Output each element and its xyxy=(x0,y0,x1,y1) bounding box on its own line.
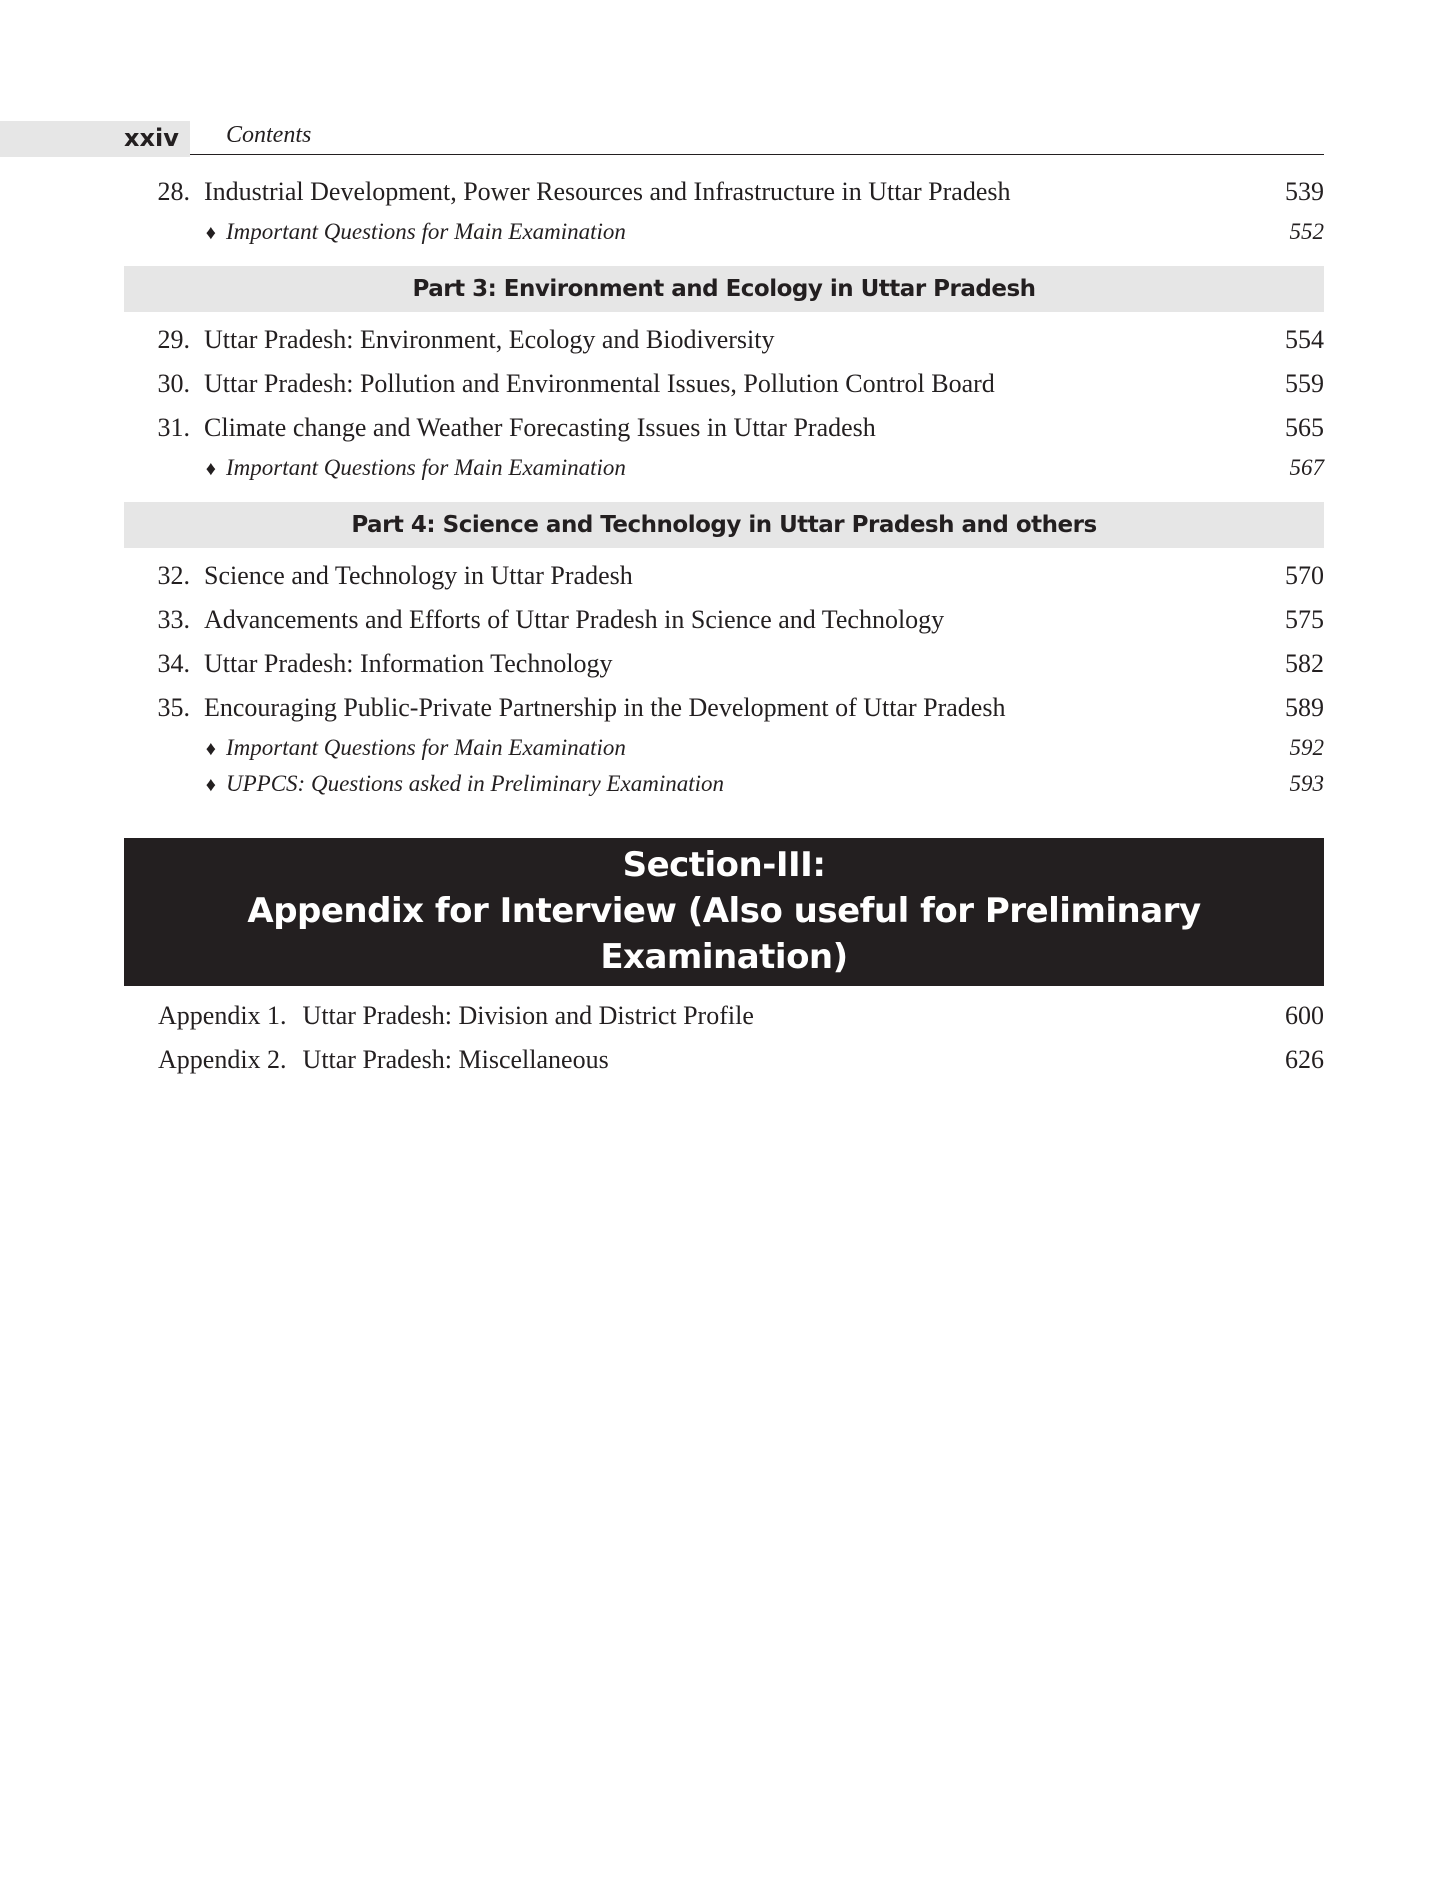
subentry-title: Important Questions for Main Examination xyxy=(226,219,626,244)
page-number: xxiv xyxy=(124,124,179,152)
toc-chapter-32[interactable] xyxy=(124,554,1324,598)
toc-subentry[interactable] xyxy=(124,214,1324,250)
toc-subentry[interactable] xyxy=(124,450,1324,486)
chapter-page: 589 xyxy=(1285,693,1324,722)
chapter-page: 565 xyxy=(1285,413,1324,442)
appendix-title: Uttar Pradesh: Miscellaneous xyxy=(302,1045,609,1074)
chapter-number: 32. xyxy=(157,561,190,590)
chapter-title: Advancements and Efforts of Uttar Pradesh in Science and Technology xyxy=(204,605,945,634)
chapter-number: 30. xyxy=(157,369,190,398)
appendix-title: Uttar Pradesh: Division and District Profile xyxy=(302,1001,754,1030)
toc-chapter-28[interactable] xyxy=(124,170,1324,214)
subentry-page: 592 xyxy=(1289,735,1324,760)
chapter-number: 29. xyxy=(157,325,190,354)
toc-chapter-29[interactable] xyxy=(124,318,1324,362)
chapter-number: 35. xyxy=(157,693,190,722)
chapter-page: 539 xyxy=(1285,177,1324,206)
chapter-title: Uttar Pradesh: Pollution and Environmental Issues, Pollution Control Board xyxy=(204,369,995,398)
chapter-page: 554 xyxy=(1285,325,1324,354)
section-3-heading-line-1: Section-III: xyxy=(622,845,826,885)
toc-appendix-1[interactable] xyxy=(124,994,1324,1038)
chapter-title: Climate change and Weather Forecasting Issues in Uttar Pradesh xyxy=(204,413,876,442)
table-of-contents xyxy=(124,170,1324,1082)
subentry-page: 567 xyxy=(1289,455,1324,480)
diamond-bullet-icon: ♦ xyxy=(205,774,216,796)
chapter-title: Science and Technology in Uttar Pradesh xyxy=(204,561,633,590)
part-4-heading: Part 4: Science and Technology in Uttar Pradesh and others xyxy=(124,502,1324,548)
diamond-bullet-icon: ♦ xyxy=(205,222,216,244)
appendix-label: Appendix 2. xyxy=(158,1045,287,1074)
running-head: Contents xyxy=(226,122,312,148)
subentry-page: 552 xyxy=(1289,219,1324,244)
appendix-page: 626 xyxy=(1285,1045,1324,1074)
toc-chapter-30[interactable] xyxy=(124,362,1324,406)
chapter-page: 559 xyxy=(1285,369,1324,398)
toc-subentry[interactable] xyxy=(124,766,1324,802)
toc-chapter-31[interactable] xyxy=(124,406,1324,450)
chapter-title: Encouraging Public-Private Partnership in the Development of Uttar Pradesh xyxy=(204,693,1006,722)
appendix-page: 600 xyxy=(1285,1001,1324,1030)
chapter-number: 34. xyxy=(157,649,190,678)
chapter-number: 31. xyxy=(157,413,190,442)
chapter-title: Uttar Pradesh: Environment, Ecology and Biodiversity xyxy=(204,325,775,354)
subentry-title: UPPCS: Questions asked in Preliminary Examination xyxy=(226,771,725,796)
diamond-bullet-icon: ♦ xyxy=(205,458,216,480)
chapter-number: 28. xyxy=(157,177,190,206)
section-3-heading-line-2: Appendix for Interview (Also useful for Preliminary Examination) xyxy=(247,891,1201,977)
toc-chapter-33[interactable] xyxy=(124,598,1324,642)
chapter-title: Industrial Development, Power Resources and Infrastructure in Uttar Pradesh xyxy=(204,177,1011,206)
toc-appendix-2[interactable] xyxy=(124,1038,1324,1082)
subentry-title: Important Questions for Main Examination xyxy=(226,735,626,760)
toc-subentry[interactable] xyxy=(124,730,1324,766)
appendix-label: Appendix 1. xyxy=(158,1001,287,1030)
part-3-heading: Part 3: Environment and Ecology in Uttar Pradesh xyxy=(124,266,1324,312)
subentry-title: Important Questions for Main Examination xyxy=(226,455,626,480)
section-3-heading xyxy=(124,838,1324,986)
chapter-number: 33. xyxy=(157,605,190,634)
chapter-page: 570 xyxy=(1285,561,1324,590)
header-rule xyxy=(190,154,1324,155)
chapter-page: 582 xyxy=(1285,649,1324,678)
toc-chapter-34[interactable] xyxy=(124,642,1324,686)
subentry-page: 593 xyxy=(1289,771,1324,796)
diamond-bullet-icon: ♦ xyxy=(205,738,216,760)
chapter-title: Uttar Pradesh: Information Technology xyxy=(204,649,613,678)
toc-chapter-35[interactable] xyxy=(124,686,1324,730)
chapter-page: 575 xyxy=(1285,605,1324,634)
